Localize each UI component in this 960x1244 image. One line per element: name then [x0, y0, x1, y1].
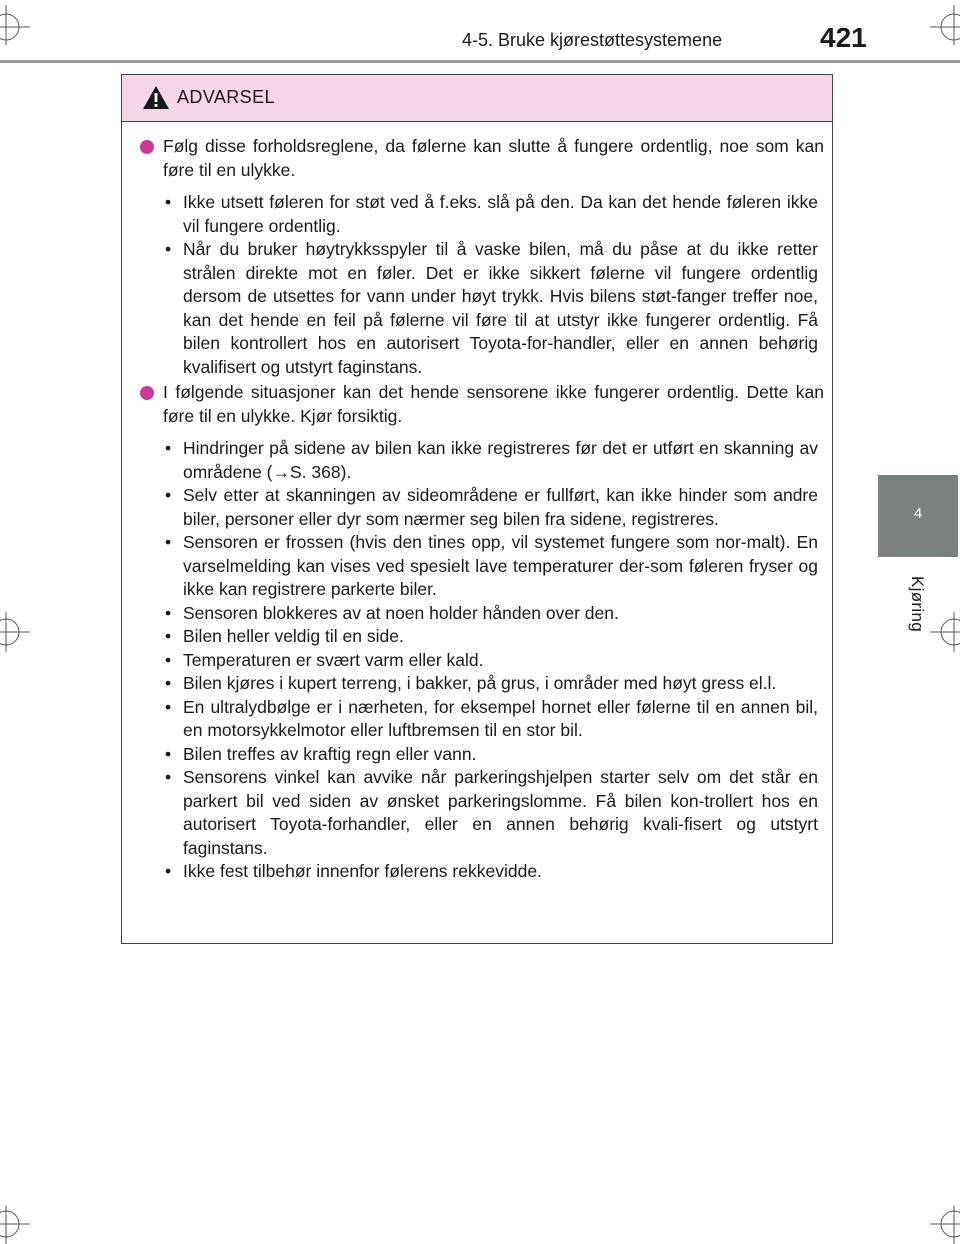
warning-title: ADVARSEL — [177, 87, 275, 107]
list-item: • En ultralydbølge er i nærheten, for eksempel hornet eller følerne til en annen bil, en motorsykkelmotor eller luftbremsen til en stor bil. — [163, 696, 824, 743]
list-item: • Bilen kjøres i kupert terreng, i bakker, på grus, i områder med høyt gress el.l. — [163, 672, 824, 696]
warning-box — [121, 74, 833, 944]
list-item: • Sensoren er frossen (hvis den tines opp, vil systemet fungere som nor-malt). En varselmelding kan vises ved spesielt lave temperaturer der-som føleren fryser og ikke kan registrere parkerte biler. — [163, 531, 824, 602]
section-title: 4-5. Bruke kjørestøttesystemene — [462, 30, 723, 50]
warning-body — [122, 122, 832, 884]
crop-mark-mid-left — [0, 612, 32, 652]
crop-mark-mid-right — [928, 612, 960, 652]
crop-mark-bottom-right — [928, 1206, 960, 1244]
list-item: • Bilen heller veldig til en side. — [163, 625, 824, 649]
crop-mark-top-left — [0, 5, 32, 45]
warning-header — [122, 75, 832, 122]
chapter-tab — [878, 475, 958, 557]
sub-list — [138, 191, 824, 379]
list-item: • Når du bruker høytrykksspyler til å vaske bilen, må du påse at du ikke retter strålen direkte mot en føler. Det er ikke sikkert følerne vil fungere ordentlig dersom de utsettes for vann under høyt trykk. Hvis bilens støt-fanger treffer noe, kan det hende en feil på følerne vil føre til at utstyr ikke fungerer ordentlig. Få bilen kontrollert hos en autorisert Toyota-for-handler, eller en annen behørig kvalifisert og utstyrt faginstans. — [163, 238, 824, 379]
list-item: • Ikke fest tilbehør innenfor følerens rekkevidde. — [163, 860, 824, 884]
sub-list — [138, 437, 824, 884]
point-text: Følg disse forholdsreglene, da følerne kan slutte å fungere ordentlig, noe som kan føre til en ulykke. — [163, 136, 824, 180]
warning-triangle-icon — [142, 85, 170, 115]
bullet-dot-icon — [140, 140, 154, 154]
list-item: • Sensoren blokkeres av at noen holder hånden over den. — [163, 602, 824, 626]
bullet-dot-icon — [140, 386, 154, 400]
chapter-label: Kjøring — [908, 576, 927, 632]
warning-point — [138, 135, 824, 182]
crop-mark-top-right — [928, 5, 960, 45]
list-item: • Ikke utsett føleren for støt ved å f.eks. slå på den. Da kan det hende føleren ikke vil fungere ordentlig. — [163, 191, 824, 238]
list-item: • Hindringer på sidene av bilen kan ikke registreres før det er utført en skanning av områdene (→S. 368). — [163, 437, 824, 484]
crop-mark-bottom-left — [0, 1206, 32, 1244]
chapter-number: 4 — [913, 505, 923, 522]
header-rule — [0, 60, 960, 63]
list-item: • Selv etter at skanningen av sideområdene er fullført, kan ikke hinder som andre biler, personer eller dyr som nærmer seg bilen fra sidene, registreres. — [163, 484, 824, 531]
list-item: • Sensorens vinkel kan avvike når parkeringshjelpen starter selv om det står en parkert bil ved siden av ønsket parkeringslomme. Få bilen kon-trollert hos en autorisert Toyota-forhandler, eller en annen behørig kvali-fisert og utstyrt faginstans. — [163, 766, 824, 860]
list-item: • Bilen treffes av kraftig regn eller vann. — [163, 743, 824, 767]
page-number: 421 — [820, 22, 867, 53]
warning-point — [138, 381, 824, 428]
point-text: I følgende situasjoner kan det hende sensorene ikke fungerer ordentlig. Dette kan føre til en ulykke. Kjør forsiktig. — [163, 382, 824, 426]
list-item: • Temperaturen er svært varm eller kald. — [163, 649, 824, 673]
